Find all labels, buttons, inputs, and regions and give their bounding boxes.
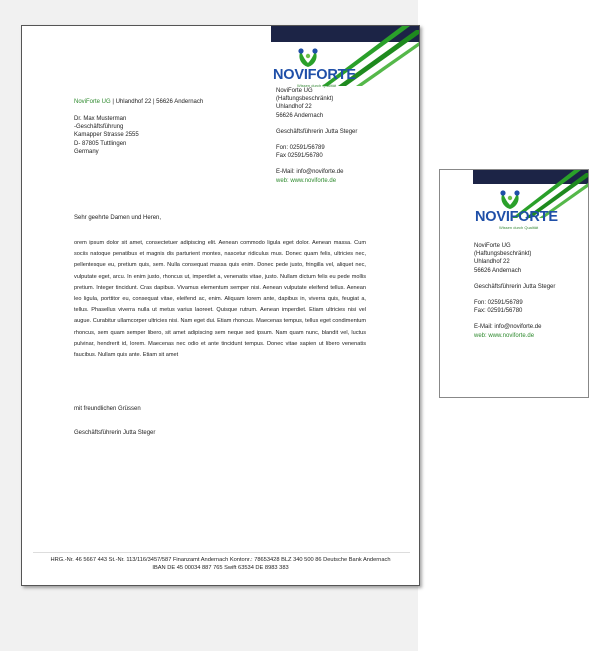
card-brand-tagline: Wissen durch Qualität xyxy=(499,225,539,230)
company-street: Uhlandhof 22 xyxy=(276,104,312,111)
footer-divider xyxy=(33,552,410,553)
recipient-country: Germany xyxy=(74,148,99,155)
card-email: E-Mail: info@noviforte.de xyxy=(474,324,542,331)
company-legal-form: (Haftungsbeschränkt) xyxy=(276,96,334,103)
company-city: 56626 Andernach xyxy=(276,112,324,119)
sender-company: NoviForte UG xyxy=(74,99,111,105)
brand-name: NOVIFORTE xyxy=(273,67,356,83)
card-company-street: Uhlandhof 22 xyxy=(474,259,510,266)
sender-line xyxy=(74,98,203,106)
footer-line-1: HRG.-Nr. 46 5667 443 St.-Nr. 113/116/3457/587 Finanzamt Andernach Kontonr.: 78653428 BLZ 340 500 86 Deutsche Bank Andernach xyxy=(50,557,391,563)
card-company-manager: Geschäftsführerin Jutta Steger xyxy=(474,283,556,290)
card-brand-name: NOVIFORTE xyxy=(475,209,558,225)
recipient-city: D- 87805 Tuttlingen xyxy=(74,140,127,147)
card-phone: Fon: 02591/56789 xyxy=(474,300,523,307)
recipient-department: -Geschäftsführung xyxy=(74,124,124,131)
brand-tagline: Wissen durch Qualität xyxy=(297,83,337,88)
company-fax: Fax 02591/56780 xyxy=(276,153,323,160)
brand-logo xyxy=(271,45,356,91)
sender-address: | Uhlandhof 22 | 56626 Andernach xyxy=(110,99,204,105)
card-logo-icon xyxy=(497,189,523,211)
logo-icon xyxy=(295,47,321,69)
card-fax: Fax: 02591/56780 xyxy=(474,308,523,315)
letter-page xyxy=(21,25,420,586)
company-phone: Fon: 02591/56789 xyxy=(276,145,325,152)
recipient-address xyxy=(74,115,139,156)
signer: Geschäftsführerin Jutta Steger xyxy=(74,430,156,436)
letter-body: orem ipsum dolor sit amet, consectetuer adipiscing elit. Aenean commodo ligula eget dolor. Aenean massa. Cum sociis natoque penatibus et magnis dis parturient montes, nascetur ridiculus mus. Donec quam felis, ultricies nec, pellentesque eu, pretium quis, sem. Nulla consequat massa quis enim. Donec pede justo, fringilla vel, aliquet nec, vulputate eget, arcu. In enim justo, rhoncus ut, imperdiet a, venenatis vitae, justo. Nullam dictum felis eu pede mollis pretium. Integer tincidunt. Cras dapibus. Vivamus elementum semper nisi. Aenean vulputate eleifend tellus. Aenean leo ligula, porttitor eu, consequat vitae, eleifend ac, enim. Aliquam lorem ante, dapibus in, viverra quis, feugiat a, tellus. Phasellus viverra nulla ut metus varius laoreet. Quisque rutrum. Aenean imperdiet. Etiam ultricies nisi vel augue. Curabitur ullamcorper ultricies nisi. Nam eget dui. Etiam rhoncus. Maecenas tempus, tellus eget condimentum rhoncus, sem quam semper libero, sit amet adipiscing sem neque sed ipsum. Nam quam nunc, blandit vel, luctus pulvinar, hendrerit id, lorem. Maecenas nec odio et ante tincidunt tempus. Donec vitae sapien ut libero venenatis faucibus. Nullam quis ante. Etiam sit amet xyxy=(74,240,366,359)
company-email: E-Mail: info@noviforte.de xyxy=(276,169,344,176)
card-company-info xyxy=(474,242,586,340)
company-name: NoviForte UG xyxy=(276,88,313,94)
letter-footer xyxy=(28,556,413,572)
salutation: Sehr geehrte Damen und Heren, xyxy=(74,215,162,221)
company-web: web: www.noviforte.de xyxy=(276,177,337,184)
card-company-legal-form: (Haftungsbeschränkt) xyxy=(474,251,532,258)
card-company-city: 56626 Andernach xyxy=(474,267,522,274)
card-web: web: www.noviforte.de xyxy=(474,332,535,339)
recipient-street: Kamapper Strasse 2555 xyxy=(74,132,139,139)
card-company-name: NoviForte UG xyxy=(474,243,511,249)
company-info xyxy=(276,87,416,185)
closing: mit freundlichen Grüssen xyxy=(74,406,141,412)
business-card xyxy=(439,169,589,398)
recipient-name: Dr. Max Musterman xyxy=(74,116,127,122)
company-manager: Geschäftsführerin Jutta Steger xyxy=(276,128,358,135)
card-brand-logo xyxy=(473,187,558,233)
footer-line-2: IBAN DE 45 00034 887 765 Swift 63534 DE 8983 383 xyxy=(152,565,289,571)
